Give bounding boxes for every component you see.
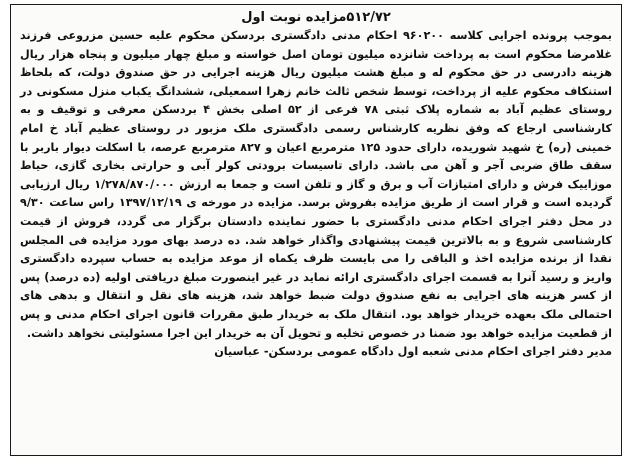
auction-notice [10, 4, 622, 456]
notice-title: ۵۱۲/۷۲مزایده نوبت اول [241, 10, 391, 25]
notice-body: بموجب پرونده اجرایی کلاسه ۹۶۰۲۰۰ احکام مدنی دادگستری بردسکن محکوم علیه حسین مزروعی فرزند غلامرضا محکوم است به پرداخت شانزده میلیون تومان اصل خواسته و مبلغ چهار میلیون و پنجاه هزار ریال هزینه دادرسی در حق محکوم له و مبلغ هشت میلیون ریال هزینه اجرایی در حق صندوق دولت، که بلحاظ استنکاف محکوم علیه از پرداخت، توسط شخص ثالث خانم زهرا اسمعیلی، ششدانگ یکباب منزل مسکونی در روستای عظیم آباد به شماره پلاک ثبتی ۷۸ فرعی از ۵۲ اصلی بخش ۴ بردسکن معرفی و توقیف و به کارشناسی ارجاع که وفق نظریه کارشناس رسمی دادگستری ملک مزبور در روستای عظیم آباد خ امام خمینی (ره) خ شهید شوریده، دارای حدود ۱۲۵ مترمربع اعیان و ۸۲۷ مترمربع عرصه، با اسکلت دیوار باربر با سقف طاق ضربی آجر و آهن می باشد. دارای تاسیسات برودتی کولر آبی و حرارتی بخاری گازی، حیاط موزاییک فرش و دارای امتیازات آب و برق و گاز و تلفن است و جمعا به ارزش ۱/۲۷۸/۸۷۰/۰۰۰ ریال ارزیابی گردیده است و قرار است از طریق مزایده بفروش برسد. مزایده در مورخه ی ۱۳۹۷/۱۲/۱۹ راس ساعت ۹/۳۰ در محل دفتر اجرای احکام مدنی دادگستری با حضور نماینده دادستان برگزار می گردد، فروش از قیمت کارشناسی شروع و به بالاترین قیمت پیشنهادی واگذار خواهد شد. ده درصد بهای مورد مزایده فی المجلس نقدا از برنده مزایده اخذ و الباقی را می بایست ظرف یکماه از موعد مزایده به حساب سپرده دادگستری واریز و رسید آنرا به قسمت اجرای دادگستری ارائه نماید در غیر اینصورت مبلغ دریافتی اولیه (ده درصد) پس از کسر هزینه های اجرایی به نفع صندوق دولت ضبط خواهد شد، هزینه های نقل و انتقال و بدهی های احتمالی ملک بعهده خریدار خواهد بود. انتقال ملک به خریدار طبق مقررات قانون اجرای احکام مدنی و پس از قطعیت مزایده خواهد بود ضمنا در خصوص تخلیه و تحویل آن به خریدار این اجرا مسئولیتی نخواهد داشت. [20, 29, 613, 340]
notice-signature: مدیر دفتر اجرای احکام مدنی شعبه اول دادگاه عمومی بردسکن- عباسیان [214, 345, 612, 359]
